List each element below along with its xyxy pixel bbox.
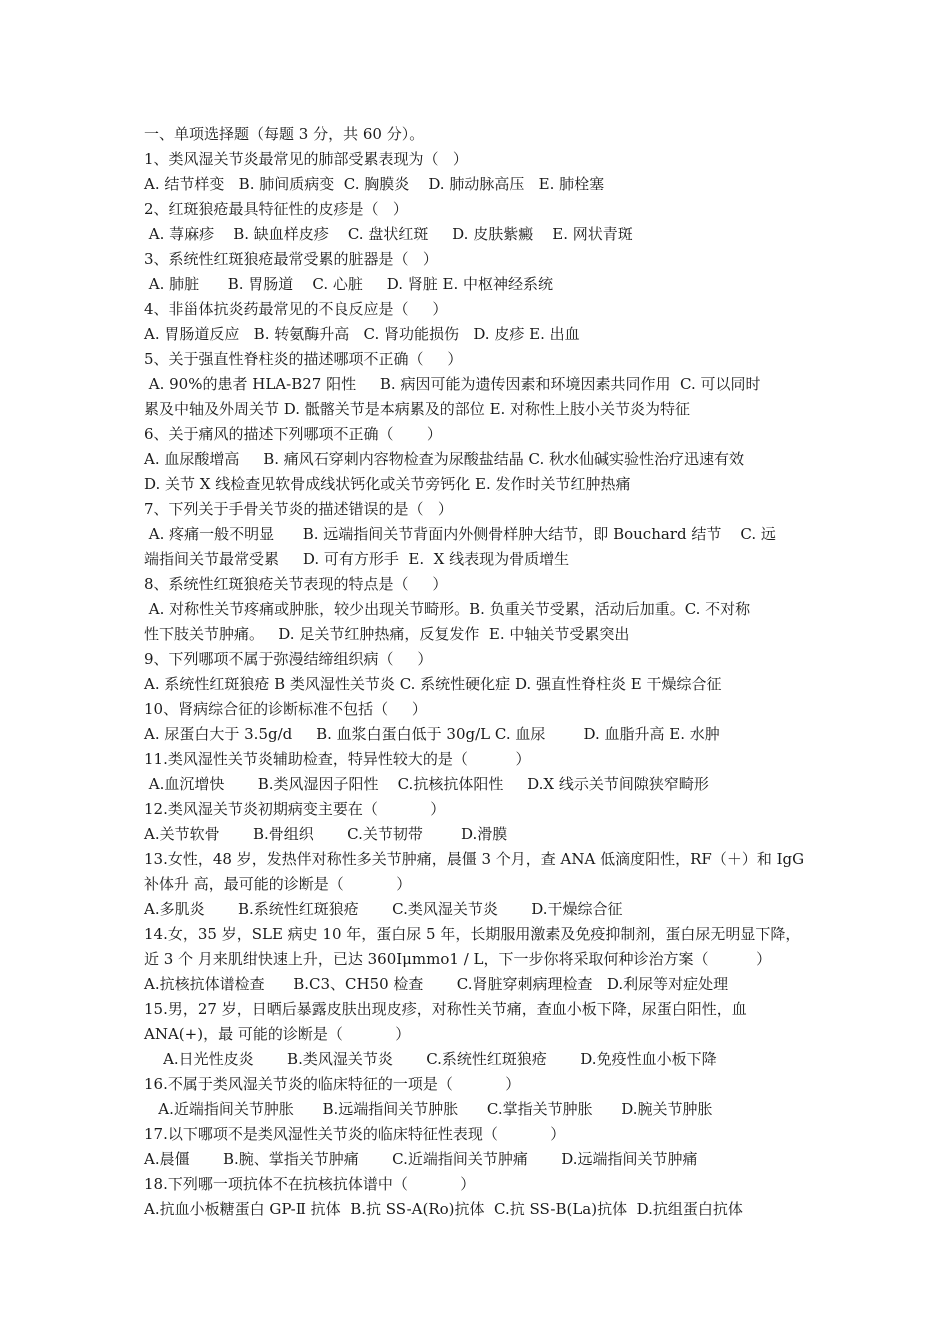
text-line: 累及中轴及外周关节 D. 骶髂关节是本病累及的部位 E. 对称性上肢小关节炎为特征 bbox=[144, 400, 691, 418]
text-line: 近 3 个 月来肌绀快速上升，已达 360Iμmmo1 / L，下一步你将采取何种诊治方案（ ） bbox=[144, 950, 772, 968]
text-line: 3、系统性红斑狼疮最常受累的脏器是（ ） bbox=[144, 250, 438, 268]
text-line: 一、单项选择题（每题 3 分，共 60 分）。 bbox=[144, 125, 425, 143]
text-line: A.多肌炎 B.系统性红斑狼疮 C.类风湿关节炎 D.干燥综合征 bbox=[144, 900, 623, 918]
text-line: A. 系统性红斑狼疮 B 类风湿性关节炎 C. 系统性硬化症 D. 强直性脊柱炎 E 干燥综合征 bbox=[144, 675, 722, 693]
text-line: A. 血尿酸增高 B. 痛风石穿刺内容物检查为尿酸盐结晶 C. 秋水仙碱实验性治疗迅速有效 bbox=[144, 450, 745, 468]
text-line: 14.女，35 岁，SLE 病史 10 年，蛋白尿 5 年，长期服用激素及免疫抑制剂，蛋白尿无明显下降， bbox=[144, 925, 801, 943]
text-line: 1、类风湿关节炎最常见的肺部受累表现为（ ） bbox=[144, 150, 468, 168]
text-line: 6、关于痛风的描述下列哪项不正确（ ） bbox=[144, 425, 442, 443]
text-line: 性下肢关节肿痛。 D. 足关节红肿热痛，反复发作 E. 中轴关节受累突出 bbox=[144, 625, 630, 643]
text-line: A. 肺脏 B. 胃肠道 C. 心脏 D. 肾脏 E. 中枢神经系统 bbox=[144, 275, 553, 293]
text-line: 18.下列哪一项抗体不在抗核抗体谱中（ ） bbox=[144, 1175, 476, 1193]
text-line: A.关节软骨 B.骨组织 C.关节韧带 D.滑膜 bbox=[144, 825, 508, 843]
text-line: A. 对称性关节疼痛或肿胀，较少出现关节畸形。B. 负重关节受累，活动后加重。C. 不对称 bbox=[144, 600, 751, 618]
text-line: 16.不属于类风湿关节炎的临床特征的一项是（ ） bbox=[144, 1075, 521, 1093]
text-line: 端指间关节最常受累 D. 可有方形手 E. X 线表现为骨质增生 bbox=[144, 550, 570, 568]
text-line: A. 荨麻疹 B. 缺血样皮疹 C. 盘状红斑 D. 皮肤紫癜 E. 网状青斑 bbox=[144, 225, 633, 243]
text-line: A. 疼痛一般不明显 B. 远端指间关节背面内外侧骨样肿大结节，即 Bouchard 结节 C. 远 bbox=[144, 525, 776, 543]
text-line: 5、关于强直性脊柱炎的描述哪项不正确（ ） bbox=[144, 350, 463, 368]
text-line: A. 结节样变 B. 肺间质病变 C. 胸膜炎 D. 肺动脉高压 E. 肺栓塞 bbox=[144, 175, 605, 193]
text-line: 12.类风湿关节炎初期病变主要在（ ） bbox=[144, 800, 446, 818]
text-line: A.抗核抗体谱检查 B.C3、CH50 检查 C.肾脏穿刺病理检查 D.利尿等对症处理 bbox=[144, 975, 729, 993]
text-line: 7、下列关于手骨关节炎的描述错误的是（ ） bbox=[144, 500, 453, 518]
text-line: 11.类风湿性关节炎辅助检查，特异性较大的是（ ） bbox=[144, 750, 531, 768]
text-line: A.近端指间关节肿胀 B.远端指间关节肿胀 C.掌指关节肿胀 D.腕关节肿胀 bbox=[144, 1100, 713, 1118]
text-line: 10、肾病综合征的诊断标准不包括（ ） bbox=[144, 700, 427, 718]
text-line: ANA(+)，最 可能的诊断是（ ） bbox=[144, 1025, 411, 1043]
text-line: A.日光性皮炎 B.类风湿关节炎 C.系统性红斑狼疮 D.免疫性血小板下降 bbox=[144, 1050, 717, 1068]
exam-text-block bbox=[144, 122, 814, 1222]
text-line: 4、非甾体抗炎药最常见的不良反应是（ ） bbox=[144, 300, 448, 318]
text-line: A. 尿蛋白大于 3.5g/d B. 血浆白蛋白低于 30g/L C. 血尿 D. 血脂升高 E. 水肿 bbox=[144, 725, 720, 743]
text-line: D. 关节 X 线检查见软骨成线状钙化或关节旁钙化 E. 发作时关节红肿热痛 bbox=[144, 475, 631, 493]
text-line: 17.以下哪项不是类风湿性关节炎的临床特征性表现（ ） bbox=[144, 1125, 566, 1143]
text-line: 8、系统性红斑狼疮关节表现的特点是（ ） bbox=[144, 575, 448, 593]
text-line: A. 90%的患者 HLA-B27 阳性 B. 病因可能为遗传因素和环境因素共同作用 C. 可以同时 bbox=[144, 375, 761, 393]
text-line: A.血沉增快 B.类风湿因子阳性 C.抗核抗体阳性 D.X 线示关节间隙狭窄畸形 bbox=[144, 775, 709, 793]
text-line: 2、红斑狼疮最具特征性的皮疹是（ ） bbox=[144, 200, 408, 218]
text-line: 15.男，27 岁，日晒后暴露皮肤出现皮疹，对称性关节痛，查血小板下降，尿蛋白阳性，血 bbox=[144, 1000, 747, 1018]
text-line: A. 胃肠道反应 B. 转氨酶升高 C. 肾功能损伤 D. 皮疹 E. 出血 bbox=[144, 325, 580, 343]
text-line: 9、下列哪项不属于弥漫结缔组织病（ ） bbox=[144, 650, 433, 668]
text-line: 13.女性，48 岁，发热伴对称性多关节肿痛，晨僵 3 个月，查 ANA 低滴度阳性，RF（＋）和 IgG bbox=[144, 850, 805, 868]
text-line: 补体升 高，最可能的诊断是（ ） bbox=[144, 875, 412, 893]
text-line: A.晨僵 B.腕、掌指关节肿痛 C.近端指间关节肿痛 D.远端指间关节肿痛 bbox=[144, 1150, 698, 1168]
text-line: A.抗血小板糖蛋白 GP-Ⅱ 抗体 B.抗 SS-A(Ro)抗体 C.抗 SS-B(La)抗体 D.抗组蛋白抗体 bbox=[144, 1200, 743, 1218]
